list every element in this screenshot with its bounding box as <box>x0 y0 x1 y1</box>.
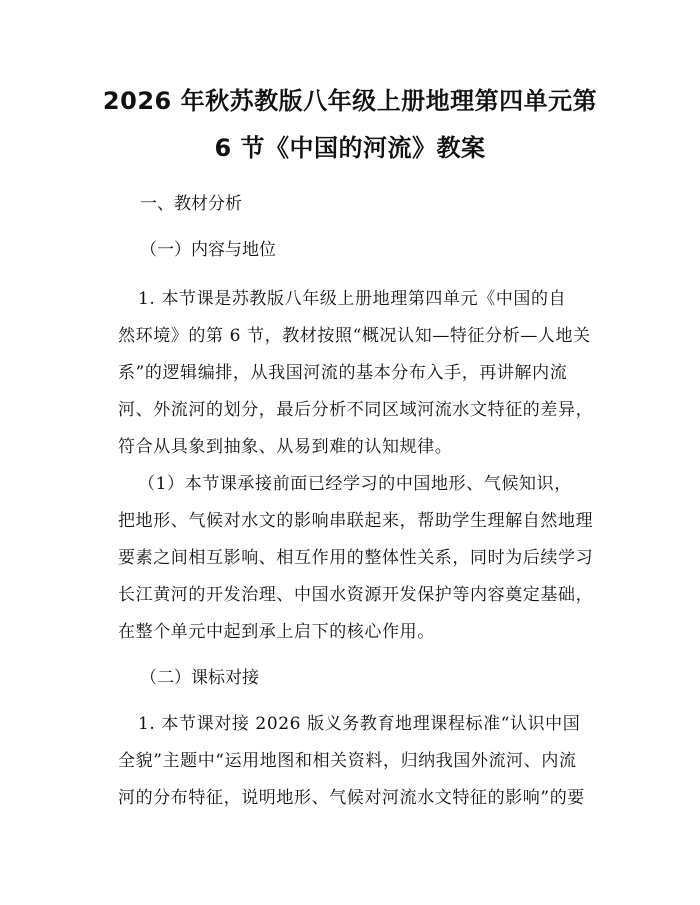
paragraph-line: 1. 本节课对接 2026 版义务教育地理课程标准“认识中国 <box>138 714 581 734</box>
paragraph-2 <box>118 466 594 651</box>
paragraph-line: 河、外流河的划分，最后分析不同区域河流水文特征的差异， <box>118 400 594 420</box>
paragraph-line: 要素之间相互影响、相互作用的整体性关系，同时为后续学习 <box>118 548 594 568</box>
document-title-line-1: 2026 年秋苏教版八年级上册地理第四单元第 <box>102 87 598 115</box>
paragraph-3 <box>118 706 588 817</box>
section-heading-teaching-material-analysis: 一、教材分析 <box>140 194 242 214</box>
paragraph-line: 把地形、气候对水文的影响串联起来，帮助学生理解自然地理 <box>118 511 594 531</box>
paragraph-line: 在整个单元中起到承上启下的核心作用。 <box>118 622 435 642</box>
paragraph-line: 1. 本节课是苏教版八年级上册地理第四单元《中国的自 <box>138 289 567 309</box>
paragraph-1 <box>118 281 594 466</box>
paragraph-line: 系”的逻辑编排，从我国河流的基本分布入手，再讲解内流 <box>118 363 568 383</box>
paragraph-line: 符合从具象到抽象、从易到难的认知规律。 <box>118 437 453 457</box>
paragraph-line: （1）本节课承接前面已经学习的中国地形、气候知识， <box>138 474 572 494</box>
subsection-heading-curriculum-standard: （二）课标对接 <box>140 668 259 688</box>
paragraph-line: 然环境》的第 6 节，教材按照“概况认知—特征分析—人地关 <box>118 326 591 346</box>
paragraph-line: 河的分布特征，说明地形、气候对河流水文特征的影响”的要 <box>118 788 585 808</box>
paragraph-line: 全貌”主题中“运用地图和相关资料，归纳我国外流河、内流 <box>118 751 577 771</box>
subsection-heading-content-and-position: （一）内容与地位 <box>140 240 276 260</box>
document-title-line-2: 6 节《中国的河流》教案 <box>214 134 486 162</box>
paragraph-line: 长江黄河的开发治理、中国水资源开发保护等内容奠定基础， <box>118 585 594 605</box>
